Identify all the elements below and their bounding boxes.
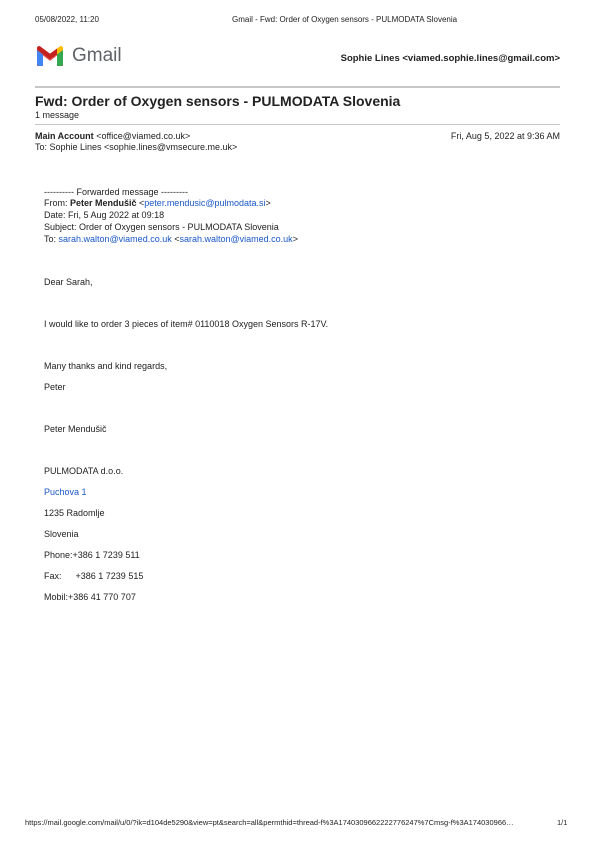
forward-to-line (44, 234, 298, 244)
account-name: Sophie Lines <viamed.sophie.lines@gmail.com> (340, 53, 560, 64)
signature-name: Peter Mendušič (44, 424, 107, 434)
signature-street-link[interactable]: Puchova 1 (44, 487, 87, 497)
signature-phone: Phone:+386 1 7239 511 (44, 550, 140, 560)
forward-separator: ---------- Forwarded message --------- (44, 187, 188, 197)
print-page-number: 1/1 (557, 818, 568, 827)
signoff-name: Peter (44, 382, 66, 392)
signature-fax (44, 571, 143, 581)
signature-fax-number: +386 1 7239 515 (75, 571, 144, 581)
signature-country: Slovenia (44, 529, 79, 539)
forward-from-close: > (265, 198, 271, 208)
forward-to-email-link-2[interactable]: sarah.walton@viamed.co.uk (179, 234, 293, 244)
header-divider (35, 86, 560, 88)
print-datetime: 05/08/2022, 11:20 (35, 15, 99, 24)
sender-line (35, 131, 190, 141)
message-count: 1 message (35, 110, 80, 120)
signature-fax-label: Fax: (44, 571, 62, 581)
signature-company: PULMODATA d.o.o. (44, 466, 124, 476)
forward-from-line (44, 198, 271, 208)
greeting: Dear Sarah, (44, 277, 93, 287)
forward-from-open: < (136, 198, 145, 208)
sender-email: <office@viamed.co.uk> (96, 131, 191, 141)
thread-subject: Fwd: Order of Oxygen sensors - PULMODATA Slovenia (35, 93, 401, 109)
signature-city: 1235 Radomlje (44, 508, 105, 518)
forward-from-name: Peter Mendušič (70, 198, 137, 208)
sender-name: Main Account (35, 131, 94, 141)
subject-divider (35, 124, 560, 125)
forward-date-line: Date: Fri, 5 Aug 2022 at 09:18 (44, 210, 165, 220)
gmail-logo-icon (35, 44, 65, 68)
gmail-wordmark: Gmail (72, 45, 122, 66)
print-url: https://mail.google.com/mail/u/0/?ik=d104de5290&view=pt&search=all&permthid=thread-f%3A1740309662222776247%7Cmsg-f%3A174030966… (25, 818, 514, 827)
forward-to-email-link[interactable]: sarah.walton@viamed.co.uk (58, 234, 172, 244)
forward-from-email-link[interactable]: peter.mendusic@pulmodata.si (144, 198, 266, 208)
forward-from-label: From: (44, 198, 70, 208)
order-request: I would like to order 3 pieces of item# 0110018 Oxygen Sensors R-17V. (44, 319, 329, 329)
message-date: Fri, Aug 5, 2022 at 9:36 AM (450, 131, 560, 141)
print-title: Gmail - Fwd: Order of Oxygen sensors - PULMODATA Slovenia (232, 15, 458, 24)
forward-to-open: < (171, 234, 180, 244)
signature-mobile: Mobil:+386 41 770 707 (44, 592, 136, 602)
forward-to-close: > (292, 234, 298, 244)
closing-thanks: Many thanks and kind regards, (44, 361, 168, 371)
forward-subject-line: Subject: Order of Oxygen sensors - PULMODATA Slovenia (44, 222, 279, 232)
forward-to-label: To: (44, 234, 59, 244)
recipient-line: To: Sophie Lines <sophie.lines@vmsecure.me.uk> (35, 142, 238, 152)
